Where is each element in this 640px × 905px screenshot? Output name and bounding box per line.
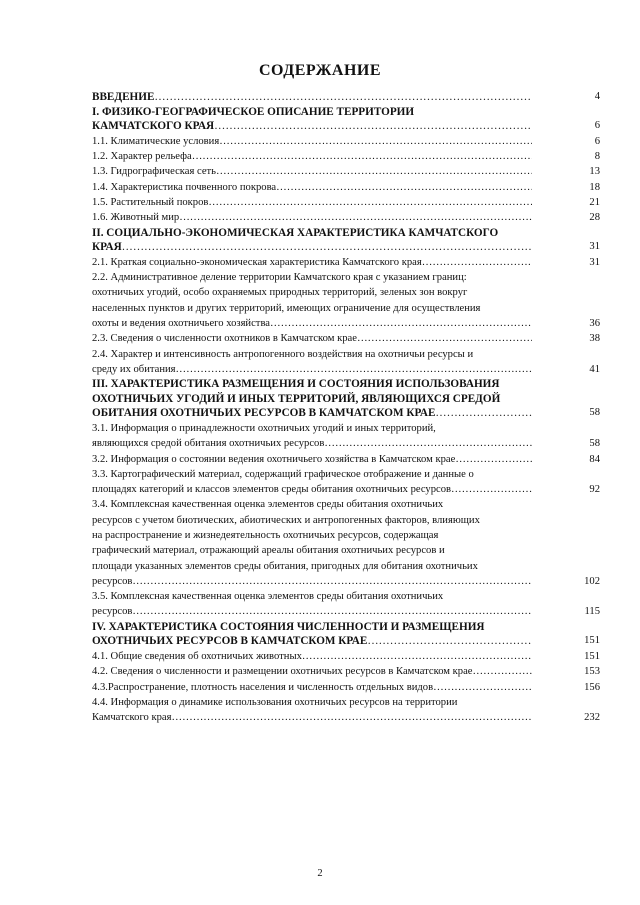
toc-entry-ch2-line-1[interactable]: [92, 226, 532, 241]
toc-entry-title: 1.4. Характеристика почвенного покрова ………………………………………………………………………………………………………………………………………………………………………………………………: [92, 180, 532, 195]
toc-entry-page: 18: [589, 181, 600, 193]
toc-entry-page: 31: [589, 241, 600, 253]
toc-entry-s4-1[interactable]: [92, 649, 600, 664]
toc-entry-title: графический материал, отражающий ареалы обитания охотничьих ресурсов и: [92, 545, 445, 557]
toc-entry-title: ОБИТАНИЯ ОХОТНИЧЬИХ РЕСУРСОВ В КАМЧАТСКОМ КРАЕ ………………………………………………………………………………………………………………………………………………………………………………………………: [92, 406, 532, 421]
toc-entry-page: 102: [584, 575, 600, 587]
toc-entry-title: 3.2. Информация о состоянии ведения охотничьего хозяйства в Камчатском крае ………………………………………………………………………………………………………………………………………………………………………………………………: [92, 452, 532, 467]
toc-entry-page: 151: [584, 635, 600, 647]
toc-entry-title: ресурсов с учетом биотических, абиотических и антропогенных факторов, влияющих: [92, 514, 480, 526]
toc-entry-title: среду их обитания ………………………………………………………………………………………………………………………………………………………………………………………………: [92, 362, 532, 377]
toc-entry-ch3-line-2[interactable]: [92, 392, 532, 407]
toc-entry-title: КАМЧАТСКОГО КРАЯ ………………………………………………………………………………………………………………………………………………………………………………………………: [92, 119, 532, 134]
toc-entry-intro[interactable]: [92, 90, 600, 105]
toc-entry-page: 31: [589, 256, 600, 268]
toc-entry-title: площадях категорий и классов элементов среды обитания охотничьих ресурсов ………………………………………………………………………………………………………………………………………………………………………………………………: [92, 482, 532, 497]
toc-entry-s2-2-line-3[interactable]: [92, 301, 532, 316]
toc-entry-s1-1[interactable]: [92, 134, 600, 149]
toc-entry-title: ВВЕДЕНИЕ ………………………………………………………………………………………………………………………………………………………………………………………………: [92, 90, 532, 105]
toc-entry-s2-2-line-1[interactable]: [92, 270, 532, 285]
toc-entry-title: 3.4. Комплексная качественная оценка элементов среды обитания охотничьих: [92, 499, 444, 511]
toc-entry-ch3-line-1[interactable]: [92, 377, 532, 392]
toc-entry-title: 2.1. Краткая социально-экономическая характеристика Камчатского края ………………………………………………………………………………………………………………………………………………………………………………………………: [92, 255, 532, 270]
toc-entry-s2-4-line-2[interactable]: [92, 362, 600, 377]
toc-entry-title: I. ФИЗИКО-ГЕОГРАФИЧЕСКОЕ ОПИСАНИЕ ТЕРРИТОРИИ: [92, 105, 415, 118]
toc-entry-title: 2.2. Административное деление территории Камчатского края с указанием границ:: [92, 272, 467, 284]
toc-entry-title: ресурсов ………………………………………………………………………………………………………………………………………………………………………………………………: [92, 574, 532, 589]
toc-entry-s4-4-line-2[interactable]: [92, 710, 600, 725]
toc-entry-s2-2-line-2[interactable]: [92, 285, 532, 300]
table-of-contents: [92, 90, 600, 725]
toc-entry-s1-3[interactable]: [92, 164, 600, 179]
toc-entry-ch2-line-2[interactable]: [92, 240, 600, 255]
toc-entry-page: 38: [589, 333, 600, 345]
toc-entry-ch1-line-2[interactable]: [92, 119, 600, 134]
toc-entry-page: 28: [589, 212, 600, 224]
toc-entry-ch1-line-1[interactable]: [92, 105, 532, 120]
toc-entry-s3-2[interactable]: [92, 452, 600, 467]
toc-entry-s2-4-line-1[interactable]: [92, 347, 532, 362]
toc-entry-s3-3-line-1[interactable]: [92, 467, 532, 482]
toc-entry-title: 2.4. Характер и интенсивность антропогенного воздействия на охотничьи ресурсы и: [92, 348, 474, 360]
toc-entry-title: 2.3. Сведения о численности охотников в Камчатском крае ………………………………………………………………………………………………………………………………………………………………………………………………: [92, 331, 532, 346]
toc-entry-title: площади указанных элементов среды обитания, пригодных для обитания охотничьих: [92, 560, 478, 572]
toc-entry-title: ОХОТНИЧЬИХ РЕСУРСОВ В КАМЧАТСКОМ КРАЕ ………………………………………………………………………………………………………………………………………………………………………………………………: [92, 634, 532, 649]
toc-entry-s2-3[interactable]: [92, 331, 600, 346]
toc-entry-s1-6[interactable]: [92, 210, 600, 225]
toc-entry-page: 115: [584, 606, 600, 618]
page-title: СОДЕРЖАНИЕ: [258, 62, 382, 79]
toc-entry-s3-4-line-6[interactable]: [92, 574, 600, 589]
toc-entry-title: 1.5. Растительный покров ………………………………………………………………………………………………………………………………………………………………………………………………: [92, 195, 532, 210]
toc-entry-title: ресурсов ………………………………………………………………………………………………………………………………………………………………………………………………: [92, 604, 532, 619]
toc-entry-ch4-line-2[interactable]: [92, 634, 600, 649]
toc-entry-ch4-line-1[interactable]: [92, 620, 532, 635]
toc-entry-s4-3[interactable]: [92, 680, 600, 695]
toc-entry-s3-4-line-5[interactable]: [92, 559, 532, 574]
toc-entry-page: 36: [589, 317, 600, 329]
toc-entry-page: 8: [594, 151, 600, 163]
toc-entry-title: КРАЯ ………………………………………………………………………………………………………………………………………………………………………………………………: [92, 240, 532, 255]
toc-entry-s1-5[interactable]: [92, 195, 600, 210]
toc-entry-title: 3.5. Комплексная качественная оценка элементов среды обитания охотничьих: [92, 591, 444, 603]
toc-entry-title: являющихся средой обитания охотничьих ресурсов ………………………………………………………………………………………………………………………………………………………………………………………………: [92, 436, 532, 451]
toc-entry-title: 1.2. Характер рельефа ………………………………………………………………………………………………………………………………………………………………………………………………: [92, 149, 532, 164]
toc-entry-title: 1.3. Гидрографическая сеть ………………………………………………………………………………………………………………………………………………………………………………………………: [92, 164, 532, 179]
toc-entry-page: 13: [589, 166, 600, 178]
toc-entry-s3-4-line-4[interactable]: [92, 543, 532, 558]
toc-entry-page: 151: [584, 650, 600, 662]
toc-entry-s1-2[interactable]: [92, 149, 600, 164]
toc-entry-page: 84: [589, 453, 600, 465]
toc-entry-s1-4[interactable]: [92, 180, 600, 195]
toc-entry-title: 4.2. Сведения о численности и размещении охотничьих ресурсов в Камчатском крае ………………………………………………………………………………………………………………………………………………………………………………………………: [92, 664, 532, 679]
toc-entry-title: на распространение и жизнедеятельность охотничьих ресурсов, содержащая: [92, 529, 439, 541]
toc-entry-page: 58: [589, 407, 600, 419]
toc-entry-s3-5-line-2[interactable]: [92, 604, 600, 619]
toc-entry-page: 6: [594, 120, 600, 132]
toc-entry-page: 232: [584, 712, 600, 724]
toc-entry-ch3-line-3[interactable]: [92, 406, 600, 421]
toc-entry-s2-2-line-4[interactable]: [92, 316, 600, 331]
toc-entry-title: 4.3.Распространение, плотность населения и численность отдельных видов ………………………………………………………………………………………………………………………………………………………………………………………………: [92, 680, 532, 695]
toc-entry-s3-4-line-3[interactable]: [92, 528, 532, 543]
toc-entry-page: 21: [589, 196, 600, 208]
toc-entry-title: 1.6. Животный мир ………………………………………………………………………………………………………………………………………………………………………………………………: [92, 210, 532, 225]
toc-entry-page: 58: [589, 438, 600, 450]
toc-entry-title: 4.4. Информация о динамике использования охотничьих ресурсов на территории: [92, 696, 458, 708]
toc-entry-title: IV. ХАРАКТЕРИСТИКА СОСТОЯНИЯ ЧИСЛЕННОСТИ И РАЗМЕЩЕНИЯ: [92, 620, 485, 633]
toc-entry-page: 4: [594, 91, 600, 102]
toc-entry-s3-1-line-2[interactable]: [92, 436, 600, 451]
toc-entry-s2-1[interactable]: [92, 255, 600, 270]
toc-entry-title: 4.1. Общие сведения об охотничьих животных ………………………………………………………………………………………………………………………………………………………………………………………………: [92, 649, 532, 664]
toc-entry-title: охотничьих угодий, особо охраняемых природных территорий, зеленых зон вокруг: [92, 287, 468, 299]
toc-entry-s3-5-line-1[interactable]: [92, 589, 532, 604]
toc-entry-title: II. СОЦИАЛЬНО-ЭКОНОМИЧЕСКАЯ ХАРАКТЕРИСТИКА КАМЧАТСКОГО: [92, 226, 499, 239]
toc-entry-title: Камчатского края ………………………………………………………………………………………………………………………………………………………………………………………………: [92, 710, 532, 725]
page-number: 2: [317, 868, 323, 879]
toc-entry-title: III. ХАРАКТЕРИСТИКА РАЗМЕЩЕНИЯ И СОСТОЯНИЯ ИСПОЛЬЗОВАНИЯ: [92, 378, 500, 391]
toc-entry-page: 92: [589, 484, 600, 496]
toc-entry-s4-2[interactable]: [92, 664, 600, 679]
toc-entry-page: 6: [594, 135, 600, 147]
toc-entry-s3-4-line-2[interactable]: [92, 513, 532, 528]
toc-entry-s3-4-line-1[interactable]: [92, 497, 532, 512]
toc-entry-page: 153: [584, 666, 600, 678]
toc-entry-title: охоты и ведения охотничьего хозяйства ………………………………………………………………………………………………………………………………………………………………………………………………: [92, 316, 532, 331]
toc-entry-title: населенных пунктов и других территорий, имеющих ограничение для осуществления: [92, 302, 481, 314]
toc-entry-title: 3.3. Картографический материал, содержащий графическое отображение и данные о: [92, 468, 474, 480]
toc-entry-s4-4-line-1[interactable]: [92, 695, 532, 710]
toc-entry-title: 3.1. Информация о принадлежности охотничьих угодий и иных территорий,: [92, 422, 436, 434]
toc-entry-page: 156: [584, 681, 600, 693]
toc-entry-s3-3-line-2[interactable]: [92, 482, 600, 497]
toc-entry-title: 1.1. Климатические условия ………………………………………………………………………………………………………………………………………………………………………………………………: [92, 134, 532, 149]
toc-entry-s3-1-line-1[interactable]: [92, 421, 532, 436]
toc-entry-page: 41: [589, 363, 600, 375]
toc-entry-title: ОХОТНИЧЬИХ УГОДИЙ И ИНЫХ ТЕРРИТОРИЙ, ЯВЛЯЮЩИХСЯ СРЕДОЙ: [92, 392, 501, 405]
